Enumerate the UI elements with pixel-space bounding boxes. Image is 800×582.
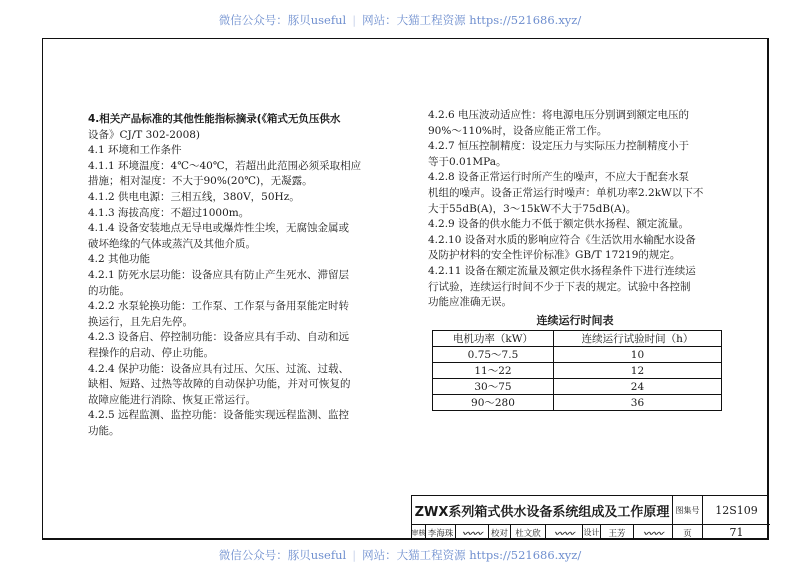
text-line: 大于55dB(A)，3～15kW不大于75dB(A)。 <box>428 202 637 215</box>
text-line: 4.2.10 设备对水质的影响应符合《生活饮用水输配水设备 <box>428 233 696 246</box>
header-test-time: 连续运行试验时间（h） <box>553 331 721 347</box>
atlas-label: 图集号 <box>673 496 703 525</box>
review-label: 审核 <box>412 525 426 540</box>
text-line: 措施；相对湿度：不大于90%(20℃)，无凝露。 <box>88 175 313 188</box>
motor-power-cell: 0.75～7.5 <box>433 347 554 363</box>
table-header-row <box>433 331 722 347</box>
text-line: 4.相关产品标准的其他性能指标摘录(《箱式无负压供水 <box>88 113 341 125</box>
text-line: 4.1.2 供电电源：三相五线，380V，50Hz。 <box>88 190 300 203</box>
watermark-site[interactable]: 网站：大猫工程资源 https://521686.xyz/ <box>362 13 582 27</box>
text-line: 破坏绝缘的气体或蒸汽及其他介质。 <box>88 237 256 250</box>
text-line: 缺相、短路、过热等故障的自动保护功能，并对可恢复的 <box>88 378 351 391</box>
title-block <box>411 495 769 540</box>
designer-signature: 〰〰 <box>634 525 673 540</box>
watermark-site[interactable]: 网站：大猫工程资源 https://521686.xyz/ <box>362 548 582 562</box>
atlas-number: 12S109 <box>703 496 770 525</box>
text-line: 故障应能进行消除、恢复正常运行。 <box>88 393 256 406</box>
text-line: 4.1 环境和工作条件 <box>88 144 182 157</box>
test-time-cell: 36 <box>553 395 721 411</box>
text-line: 行试验，连续运行时间不少于下表的规定。试验中各控制 <box>428 280 691 293</box>
text-line: 4.2.11 设备在额定流量及额定供水扬程条件下进行连续运 <box>428 264 696 277</box>
text-line: 的功能。 <box>88 284 130 297</box>
test-time-cell: 12 <box>553 363 721 379</box>
text-line: 4.2.2 水泵轮换功能：工作泵、工作泵与备用泵能定时转 <box>88 300 350 313</box>
page-number: 71 <box>729 526 744 539</box>
text-line: 4.2.6 电压波动适应性：将电源电压分别调到额定电压的 <box>428 109 690 121</box>
text-line: 4.2.9 设备的供水能力不低于额定供水扬程、额定流量。 <box>428 218 690 231</box>
watermark-separator: | <box>352 548 357 562</box>
text-line: 4.1.4 设备安装地点无导电或爆炸性尘埃，无腐蚀金属或 <box>88 222 350 235</box>
text-line: 4.1.1 环境温度：4℃～40℃，若超出此范围必须采取相应 <box>88 159 362 172</box>
design-label: 设计 <box>583 525 601 540</box>
table-row <box>433 379 722 395</box>
designer-name: 王芳 <box>601 525 634 540</box>
text-line: 4.1.3 海拔高度：不超过1000m。 <box>88 206 250 219</box>
reviewer-signature: 〰〰 <box>456 525 489 540</box>
watermark-wechat: 微信公众号：豚贝useful <box>218 548 347 562</box>
table-row <box>433 347 722 363</box>
test-time-cell: 10 <box>553 347 721 363</box>
text-line: 设备》CJ/T 302-2008) <box>88 128 201 141</box>
motor-power-cell: 30～75 <box>433 379 554 395</box>
reviewer-name: 李海珠 <box>426 525 456 540</box>
table-row <box>433 395 722 411</box>
checker-name: 杜文欣 <box>511 525 546 540</box>
runtime-table <box>432 330 722 411</box>
check-label: 校对 <box>489 525 511 540</box>
test-time-cell: 24 <box>553 379 721 395</box>
page-label: 页 <box>673 525 703 540</box>
text-line: 4.2.5 远程监测、监控功能：设备能实现远程监测、监控 <box>88 409 350 422</box>
table-title: 连续运行时间表 <box>536 314 614 327</box>
table-row <box>433 363 722 379</box>
motor-power-cell: 11～22 <box>433 363 554 379</box>
left-text-column <box>88 112 418 439</box>
text-line: 4.2.8 设备正常运行时所产生的噪声，不应大于配套水泵 <box>428 171 690 184</box>
watermark-wechat: 微信公众号：豚贝useful <box>218 13 347 27</box>
top-watermark <box>0 12 800 28</box>
text-line: 等于0.01MPa。 <box>428 155 507 168</box>
text-line: 4.2 其他功能 <box>88 253 151 266</box>
checker-signature: 〰〰 <box>546 525 583 540</box>
text-line: 功能应准确无误。 <box>428 296 512 309</box>
bottom-watermark <box>0 547 800 563</box>
watermark-separator: | <box>352 13 357 27</box>
text-line: 功能。 <box>88 424 120 437</box>
text-line: 机组的噪声。设备正常运行时噪声：单机功率2.2kW以下不 <box>428 186 704 199</box>
right-text-column <box>428 108 758 311</box>
drawing-title: ZWX系列箱式供水设备系统组成及工作原理 <box>412 496 673 525</box>
header-motor-power: 电机功率（kW） <box>433 331 554 347</box>
motor-power-cell: 90～280 <box>433 395 554 411</box>
text-line: 及防护材料的安全性评价标准》GB/T 17219的规定。 <box>428 249 681 262</box>
text-line: 90%～110%时，设备应能正常工作。 <box>428 124 608 137</box>
text-line: 换运行，且先启先停。 <box>88 315 193 328</box>
text-line: 4.2.1 防死水层功能：设备应具有防止产生死水、滞留层 <box>88 268 350 281</box>
text-line: 4.2.3 设备启、停控制功能：设备应具有手动、自动和远 <box>88 331 350 344</box>
text-line: 程操作的启动、停止功能。 <box>88 346 214 359</box>
text-line: 4.2.4 保护功能：设备应具有过压、欠压、过流、过载、 <box>88 362 350 375</box>
text-line: 4.2.7 恒压控制精度：设定压力与实际压力控制精度小于 <box>428 140 690 153</box>
